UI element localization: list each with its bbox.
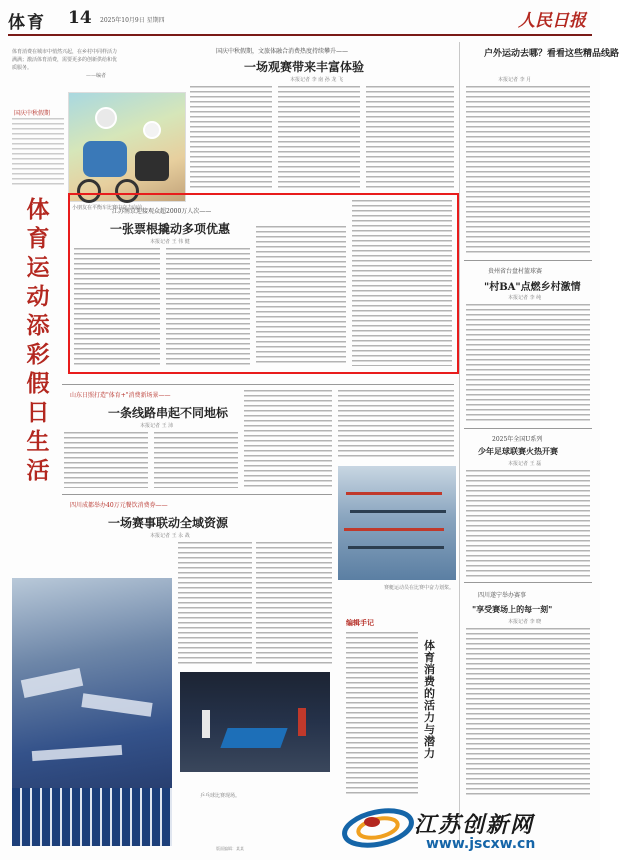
body-text — [178, 542, 252, 664]
editorial-title: 体育消费的活力与潜力 — [424, 639, 435, 760]
article-kicker: 四川遂宁举办赛事 — [478, 592, 527, 599]
topic-label: 国庆中秋假期 — [14, 110, 51, 117]
issue-date: 2025年10月9日 星期四 — [100, 17, 165, 24]
article-byline: 本报记者 李 纯 — [508, 295, 542, 301]
watermark-url: www.jscxw.cn — [426, 836, 536, 852]
stadium-fans-photo — [12, 578, 172, 846]
divider — [464, 428, 592, 429]
article-kicker: 2025年全国U系列 — [492, 436, 543, 443]
body-text — [154, 432, 238, 488]
article-byline: 本报记者 王 永 战 — [150, 533, 190, 539]
editorial-label: 编辑手记 — [346, 618, 374, 627]
body-text — [338, 390, 454, 460]
divider — [464, 260, 592, 261]
article-byline: 本报记者 李 南 孙 龙 飞 — [290, 77, 343, 83]
divider — [62, 494, 332, 495]
body-text — [64, 432, 148, 488]
page-main-title: 体育运动添彩假日生活 — [26, 196, 50, 484]
article-title: 一张票根撬动多项优惠 — [110, 222, 231, 236]
body-text — [466, 86, 590, 256]
intro-quote: 体育消费在城市中悄然兴起，在乡村中同样活力满满；激活体育消费，需要更多的创新供给和优质服务。 — [12, 49, 118, 71]
body-text — [466, 470, 590, 578]
rowing-photo — [338, 466, 456, 580]
article-title: 少年足球联赛火热开赛 — [478, 446, 558, 456]
page-footer: 版面编辑：某某 — [216, 846, 244, 851]
column-separator — [459, 42, 460, 844]
watermark-swirl-icon — [338, 800, 418, 852]
article-title: "村BA"点燃乡村激情 — [484, 282, 581, 293]
divider — [62, 384, 454, 385]
page-number: 14 — [68, 8, 92, 28]
article-kicker: 四川成都举办40万元餐饮消费券—— — [70, 502, 168, 509]
body-text — [366, 86, 454, 190]
masthead-rule — [8, 6, 592, 36]
article-byline: 本报记者 王 磊 — [508, 461, 542, 467]
article-byline: 本报记者 王 沛 — [140, 423, 174, 429]
kids-balance-bike-photo — [68, 92, 186, 202]
photo-caption: 赛艇运动员在比赛中奋力划桨。 — [384, 585, 455, 591]
photo-caption: 乒乓球比赛现场。 — [200, 793, 241, 799]
body-text — [256, 542, 332, 664]
watermark-text: 江苏创新网 — [414, 813, 535, 838]
article-kicker: 山东日照打造"体育+"消费新场景—— — [70, 392, 171, 399]
body-text — [190, 86, 272, 190]
article-byline: 本报记者 王 伟 健 — [150, 239, 190, 245]
article-title: 一场赛事联动全域资源 — [108, 516, 229, 530]
article-title: 户外运动去哪？看看这些精品线路 — [484, 49, 619, 59]
body-text — [244, 390, 332, 488]
quote-author: ——编者 — [86, 73, 107, 79]
article-byline: 本报记者 李 晓 — [508, 619, 542, 625]
photo-caption: 小朋友在平衡车比赛中奋力向前。 — [72, 205, 148, 211]
body-text — [352, 200, 452, 366]
body-text — [256, 226, 346, 366]
article-title: 一场观赛带来丰富体验 — [244, 60, 365, 74]
body-text — [346, 632, 418, 794]
body-text — [166, 248, 250, 366]
body-text — [466, 304, 590, 424]
newspaper-logo: 人民日报 — [518, 11, 586, 31]
table-tennis-photo — [180, 672, 330, 772]
article-byline: 本报记者 李 月 — [498, 77, 532, 83]
section-name: 体育 — [8, 13, 46, 33]
body-text — [12, 118, 64, 186]
body-text — [74, 248, 160, 366]
article-kicker: 贵州省台盘村篮球赛 — [488, 268, 543, 275]
article-title: 一条线路串起不同地标 — [108, 406, 229, 420]
article-kicker: 江苏南京迎接观众超2000万人次—— — [112, 208, 212, 215]
article-title: "享受赛场上的每一刻" — [472, 604, 553, 614]
body-text — [278, 86, 360, 190]
article-kicker: 国庆中秋假期，文旅体融合消费热度持续攀升—— — [216, 48, 349, 55]
body-text — [466, 628, 590, 796]
divider — [464, 582, 592, 583]
